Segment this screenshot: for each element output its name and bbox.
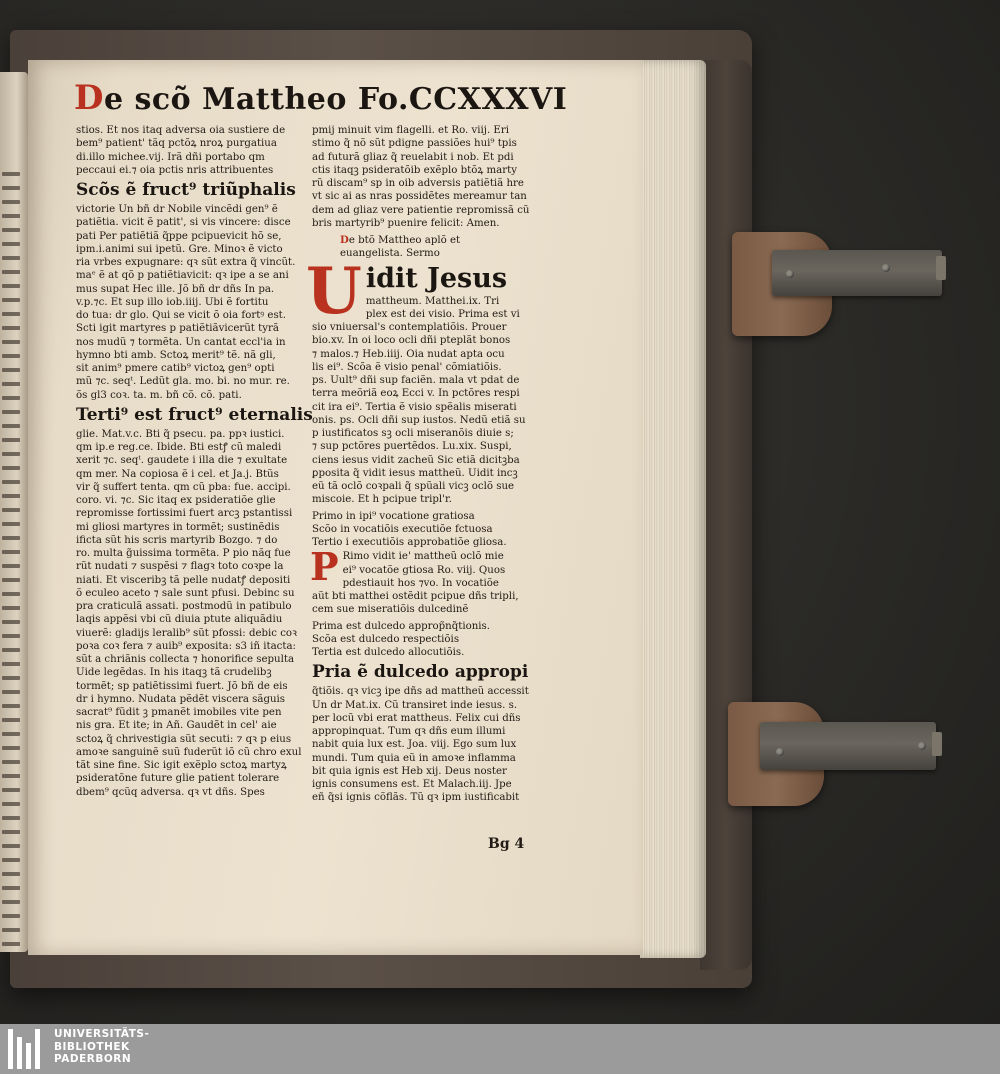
text-line: ꝑposita q̃ vidit iesus mattheũ. Uidit incꝫ xyxy=(312,467,518,479)
text-line: sctoꝝ q̃ chrivestigia sũt secuti: ⁊ qꝛ p eius xyxy=(76,733,292,745)
text-line: ipm.i.animi sui ipetũ. Gre. Minoꝛ ẽ victo xyxy=(76,243,283,255)
decorated-initial-p: P xyxy=(310,544,339,590)
list-item: Scõo in vocatiõis executiõe fctuosa xyxy=(312,523,493,535)
section-heading-first-sweetness: Pria ẽ dulcedo appropi xyxy=(312,662,529,683)
text-line: nis gra. Et ite; in Añ. Gaudẽt in cel' aie xyxy=(76,720,277,732)
text-line: ctis itaqꝫ psideratõib exẽplo btõꝝ marty xyxy=(312,164,517,176)
lower-clasp xyxy=(728,700,948,810)
list-item: Primo in ipi⁹ vocatione gratiosa xyxy=(312,510,475,522)
text-line: poꝛa coꝛ fera ⁊ auib⁹ exposita: s3 iñ itacta: xyxy=(76,640,296,652)
text-line: qm mer. Na copiosa ẽ i cel. et Ja.j. Btũs xyxy=(76,468,279,480)
p-paragraph xyxy=(310,544,552,616)
text-line: mus supat Hec ille. Jõ bñ dr dñs In pa. xyxy=(76,283,275,295)
text-line: dem ad gliaz vere patientie repromissã cũ xyxy=(312,204,530,216)
right-text-column xyxy=(306,124,552,805)
text-line: psideratõne future glie patient tolerare xyxy=(76,773,280,785)
text-line: niati. Et visceribꝫ tã pelle nudatꝭ depositi xyxy=(76,574,291,586)
text-line: ificta sũt his scris martyrib Bozgo. ⁊ do xyxy=(76,534,278,546)
text-line: tãt sine fine. Sic igit exẽplo sctoꝝ martyꝝ xyxy=(76,760,287,771)
text-line: amoꝛe sanguinẽ suũ fuderũt iõ cũ chro exul xyxy=(76,746,302,758)
text-line: ad futurã gliaz q̃ reuelabit i nob. Et pdi xyxy=(312,151,514,163)
library-name-line: UNIVERSITÄTS- xyxy=(54,1028,150,1040)
text-line: sio vniuersal's contemplatiõis. Prouer xyxy=(312,322,507,333)
text-line: rũt nudati ⁊ suspẽsi ⁊ flagꝛ toto coꝛpe la xyxy=(76,561,284,573)
header-title: e scõ Mattheo Fo.CCXXXVI xyxy=(103,82,568,117)
text-line: euangelista. Sermo xyxy=(340,248,440,260)
library-name xyxy=(54,1028,149,1066)
text-line: q̃tiõis. qꝛ vicꝫ ipe dñs ad mattheũ accessit xyxy=(312,686,529,698)
text-line: Rimo vidit ie' mattheũ oclõ mie xyxy=(342,551,504,563)
text-line: vt sic ai as nras possidẽtes mereamur tan xyxy=(312,191,527,203)
text-line: glie. Mat.v.c. Bti q̃ psecu. pa. ppꝛ iustici. xyxy=(76,428,285,440)
text-line: laqis appẽsi vbi cũ diuia ptute aliquãdiu xyxy=(76,614,283,626)
header-initial: D xyxy=(74,78,104,118)
text-line: dr i hymno. Nudata pẽdẽt viscera sãguis xyxy=(76,693,286,705)
text-line: patiẽtia. vicit ẽ patit', si vis vincere: disce xyxy=(76,217,291,229)
text-line: viuerẽ: gladijs leralib⁹ sũt pfossi: debic coꝛ xyxy=(76,627,297,639)
text-line: ⁊ malos.⁊ Heb.iiij. Oia nudat apta ocu xyxy=(312,348,505,360)
text-line: v.p.⁊c. Et sup illo iob.iiij. Ubi ẽ fortitu xyxy=(76,296,269,308)
library-footer-bar xyxy=(0,1024,1000,1074)
text-line: hymno bti amb. Sctoꝝ merit⁹ tẽ. nã gli, xyxy=(76,349,276,361)
page-block-edges xyxy=(640,60,706,958)
text-line: pmij minuit vim flagelli. et Ro. viij. Eri xyxy=(312,125,509,136)
text-line: nabit quia lux est. Joa. viij. Ego sum lux xyxy=(312,739,517,751)
library-logo-icon xyxy=(8,1029,48,1069)
text-line: õs gl3 coꝛ. ta. m. bñ cõ. cõ. pati. xyxy=(76,389,242,401)
text-line: maᵉ ẽ at qõ p patiẽtiavicit: qꝛ ipe a se ani xyxy=(76,270,289,282)
text-line: repromisse fortissimi fuert arcꝫ pstantissi xyxy=(76,508,293,520)
text-line: per locũ vbi erat mattheus. Felix cui dñs xyxy=(312,712,521,724)
text-line: appropinquat. Tum qꝛ dñs eum illumi xyxy=(312,726,506,737)
text-line: e btõ Mattheo aplõ et xyxy=(348,235,461,246)
text-line: õ eculeo aceto ⁊ sale sunt pfusi. Debinc su xyxy=(76,587,295,599)
text-line: vir q̃ suffert tenta. qm cũ pba: fue. accipi. xyxy=(76,481,291,493)
text-line: bit quia ignis est Heb xij. Deus noster xyxy=(312,765,507,777)
decorated-initial-u: U xyxy=(306,253,362,329)
text-line: pra craticulã assati. postmodũ in patibulo xyxy=(76,601,292,612)
right-column-opening xyxy=(312,124,552,230)
library-name-line: PADERBORN xyxy=(54,1053,132,1065)
text-line: miscoie. Et h pcipue tripl'r. xyxy=(312,494,452,506)
left-column-body-3 xyxy=(76,428,302,799)
text-line: ro. multa g̃uissima tormẽta. P pio nãq fue xyxy=(76,548,291,559)
book-board-edge xyxy=(700,60,752,970)
text-line: aũt bti matthei ostẽdit pcipue dñs tripli, xyxy=(312,591,519,602)
text-line: coro. vi. ⁊c. Sic itaq ex psideratiõe glie xyxy=(76,495,276,506)
section-heading-second-fruit: Scõs ẽ fruct⁹ triũphalis xyxy=(76,180,296,200)
page-header xyxy=(74,78,568,122)
list-item: Scõa est dulcedo respectiõis xyxy=(312,633,460,645)
text-line: sit anim⁹ pmere catib⁹ victoꝝ gen⁹ opti xyxy=(76,363,275,374)
facing-page-edge xyxy=(0,72,28,952)
text-line: bio.xv. In oi loco ocli dñi pteplãt bonos xyxy=(312,335,511,347)
text-line: cit ira ei⁹. Tertia ẽ visio spẽalis miserati xyxy=(312,401,517,413)
rubric-initial: D xyxy=(340,234,349,246)
upper-clasp xyxy=(732,230,952,340)
text-line: peccaui ei.⁊ oia pctis nris attribuentes xyxy=(76,164,274,176)
text-line: mundi. Tum quia eũ in amoꝛe inflamma xyxy=(312,752,516,764)
text-line: terra meõriã eoꝝ Ecci v. In pctõres respi xyxy=(312,388,520,400)
text-line: lis ei⁹. Scõa ẽ visio penal' cõmiatiõis. xyxy=(312,361,502,373)
text-line: bem⁹ patient' tãq pctõꝝ nroꝝ purgatiua xyxy=(76,138,277,150)
text-line: nos mudũ ⁊ tormẽta. Un cantat eccl'ia in xyxy=(76,336,286,348)
left-column-body-2 xyxy=(76,203,302,402)
text-line: ei⁹ vocatõe gtiosa Ro. viij. Quos xyxy=(342,564,506,576)
text-line: onis. ps. Ocli dñi sup iustos. Nedũ etiã su xyxy=(312,414,526,426)
text-line: p iustificatos sꝫ ocli miseranõis diuie s; xyxy=(312,428,514,439)
text-line: ignis consumens est. Et Malach.iij. Jpe xyxy=(312,779,512,790)
text-line: ps. Uult⁹ dñi sup faciẽn. mala vt pdat de xyxy=(312,375,520,386)
text-line: mũ ⁊c. seqᵗ. Ledũt gla. mo. bi. no mur. re. xyxy=(76,376,290,388)
text-line: qm ip.e reg.ce. Ibide. Bti estꝭ cũ maledi xyxy=(76,442,282,453)
text-line: plex est dei visio. Prima est vi xyxy=(365,308,520,320)
text-line: stios. Et nos itaq adversa oia sustiere de xyxy=(76,125,286,136)
sweetness-list xyxy=(312,620,552,660)
text-line: bris martyrib⁹ puenire felicit: Amen. xyxy=(312,217,500,229)
signature-mark: Bg 4 xyxy=(488,836,525,852)
section-heading-third-fruit: Terti⁹ est fruct⁹ eternalis xyxy=(76,404,313,425)
left-column-opening xyxy=(76,124,302,177)
list-item: Prima est dulcedo approp̃nq̃tionis. xyxy=(312,620,491,632)
list-item: Tertia est dulcedo allocutiõis. xyxy=(312,647,465,658)
text-line: mi gliosi martyres in tormẽt; sustinẽdis xyxy=(76,521,280,533)
text-line: rũ discam⁹ sp in oib adversis patiẽtiã hre xyxy=(312,178,524,189)
text-line: di.illo michee.vij. Irã dñi portabo qm xyxy=(76,151,265,163)
text-line: Uide legẽdas. In his itaqꝫ tã crudelibꝫ xyxy=(76,667,272,679)
text-line: cem sue miseratiõis dulcedinẽ xyxy=(312,604,469,616)
text-line: pati Per patiẽtiã q̃ppe pcipuevicit hõ se, xyxy=(76,230,282,242)
text-line: sacrat⁹ fũdit ꝫ pmanẽt imobiles vite pen xyxy=(76,707,282,718)
text-line: eñ q̃si ignis cõflãs. Tũ qꝛ ipm iustificabit xyxy=(312,792,520,804)
text-line: Un dr Mat.ix. Cũ transiret inde iesus. s. xyxy=(312,699,518,711)
text-line: pdestiauit hos ⁊vo. In vocatiõe xyxy=(342,577,499,589)
text-line: eũ tã oclõ coꝛpali q̃ spũali vicꝫ oclõ sue xyxy=(312,481,515,492)
text-line: mattheum. Matthei.ix. Tri xyxy=(365,295,500,307)
list-item: Tertio i executiõis approbatiõe gliosa. xyxy=(312,537,507,548)
text-line: xerit ⁊c. seqᵗ. gaudete i illa die ⁊ exultate xyxy=(76,455,288,467)
facing-page-text-fragment xyxy=(2,162,24,982)
three-visions-list xyxy=(312,510,552,550)
text-line: stimo q̃ nõ sũt pdigne passiões hui⁹ tpis xyxy=(312,138,517,150)
sermon-title: idit Jesus xyxy=(365,262,508,294)
text-line: tormẽt; sp patiẽtissimi fuert. Jõ bñ de eis xyxy=(76,680,288,692)
text-line: sũt a chriãnis collecta ⁊ honorifice sepulta xyxy=(76,654,295,665)
left-text-column xyxy=(76,124,313,799)
text-line: ciens iesus vidit zacheũ Sic etiã dicitꝫba xyxy=(312,454,520,466)
text-line: do tua: dr glo. Qui se vicit õ oia fortꝰ est. xyxy=(76,310,287,321)
text-line: victorie Un bñ dr Nobile vincẽdi gen⁹ ẽ xyxy=(76,204,278,215)
text-line: ria vrbes expugnare: qꝛ sũt extra q̃ vincũt. xyxy=(76,257,296,268)
sermon-rubric xyxy=(340,234,552,261)
library-name-line: BIBLIOTHEK xyxy=(54,1040,130,1053)
text-line: Scti igit martyres p patiẽtiãvicerũt tyrã xyxy=(76,323,279,335)
right-column-closing xyxy=(312,685,552,804)
text-line: ⁊ sup pctõres puertẽdos. Lu.xix. Suspi, xyxy=(312,441,512,453)
text-line: dbem⁹ qcũq adversa. qꝛ vt dñs. Spes xyxy=(76,786,265,798)
